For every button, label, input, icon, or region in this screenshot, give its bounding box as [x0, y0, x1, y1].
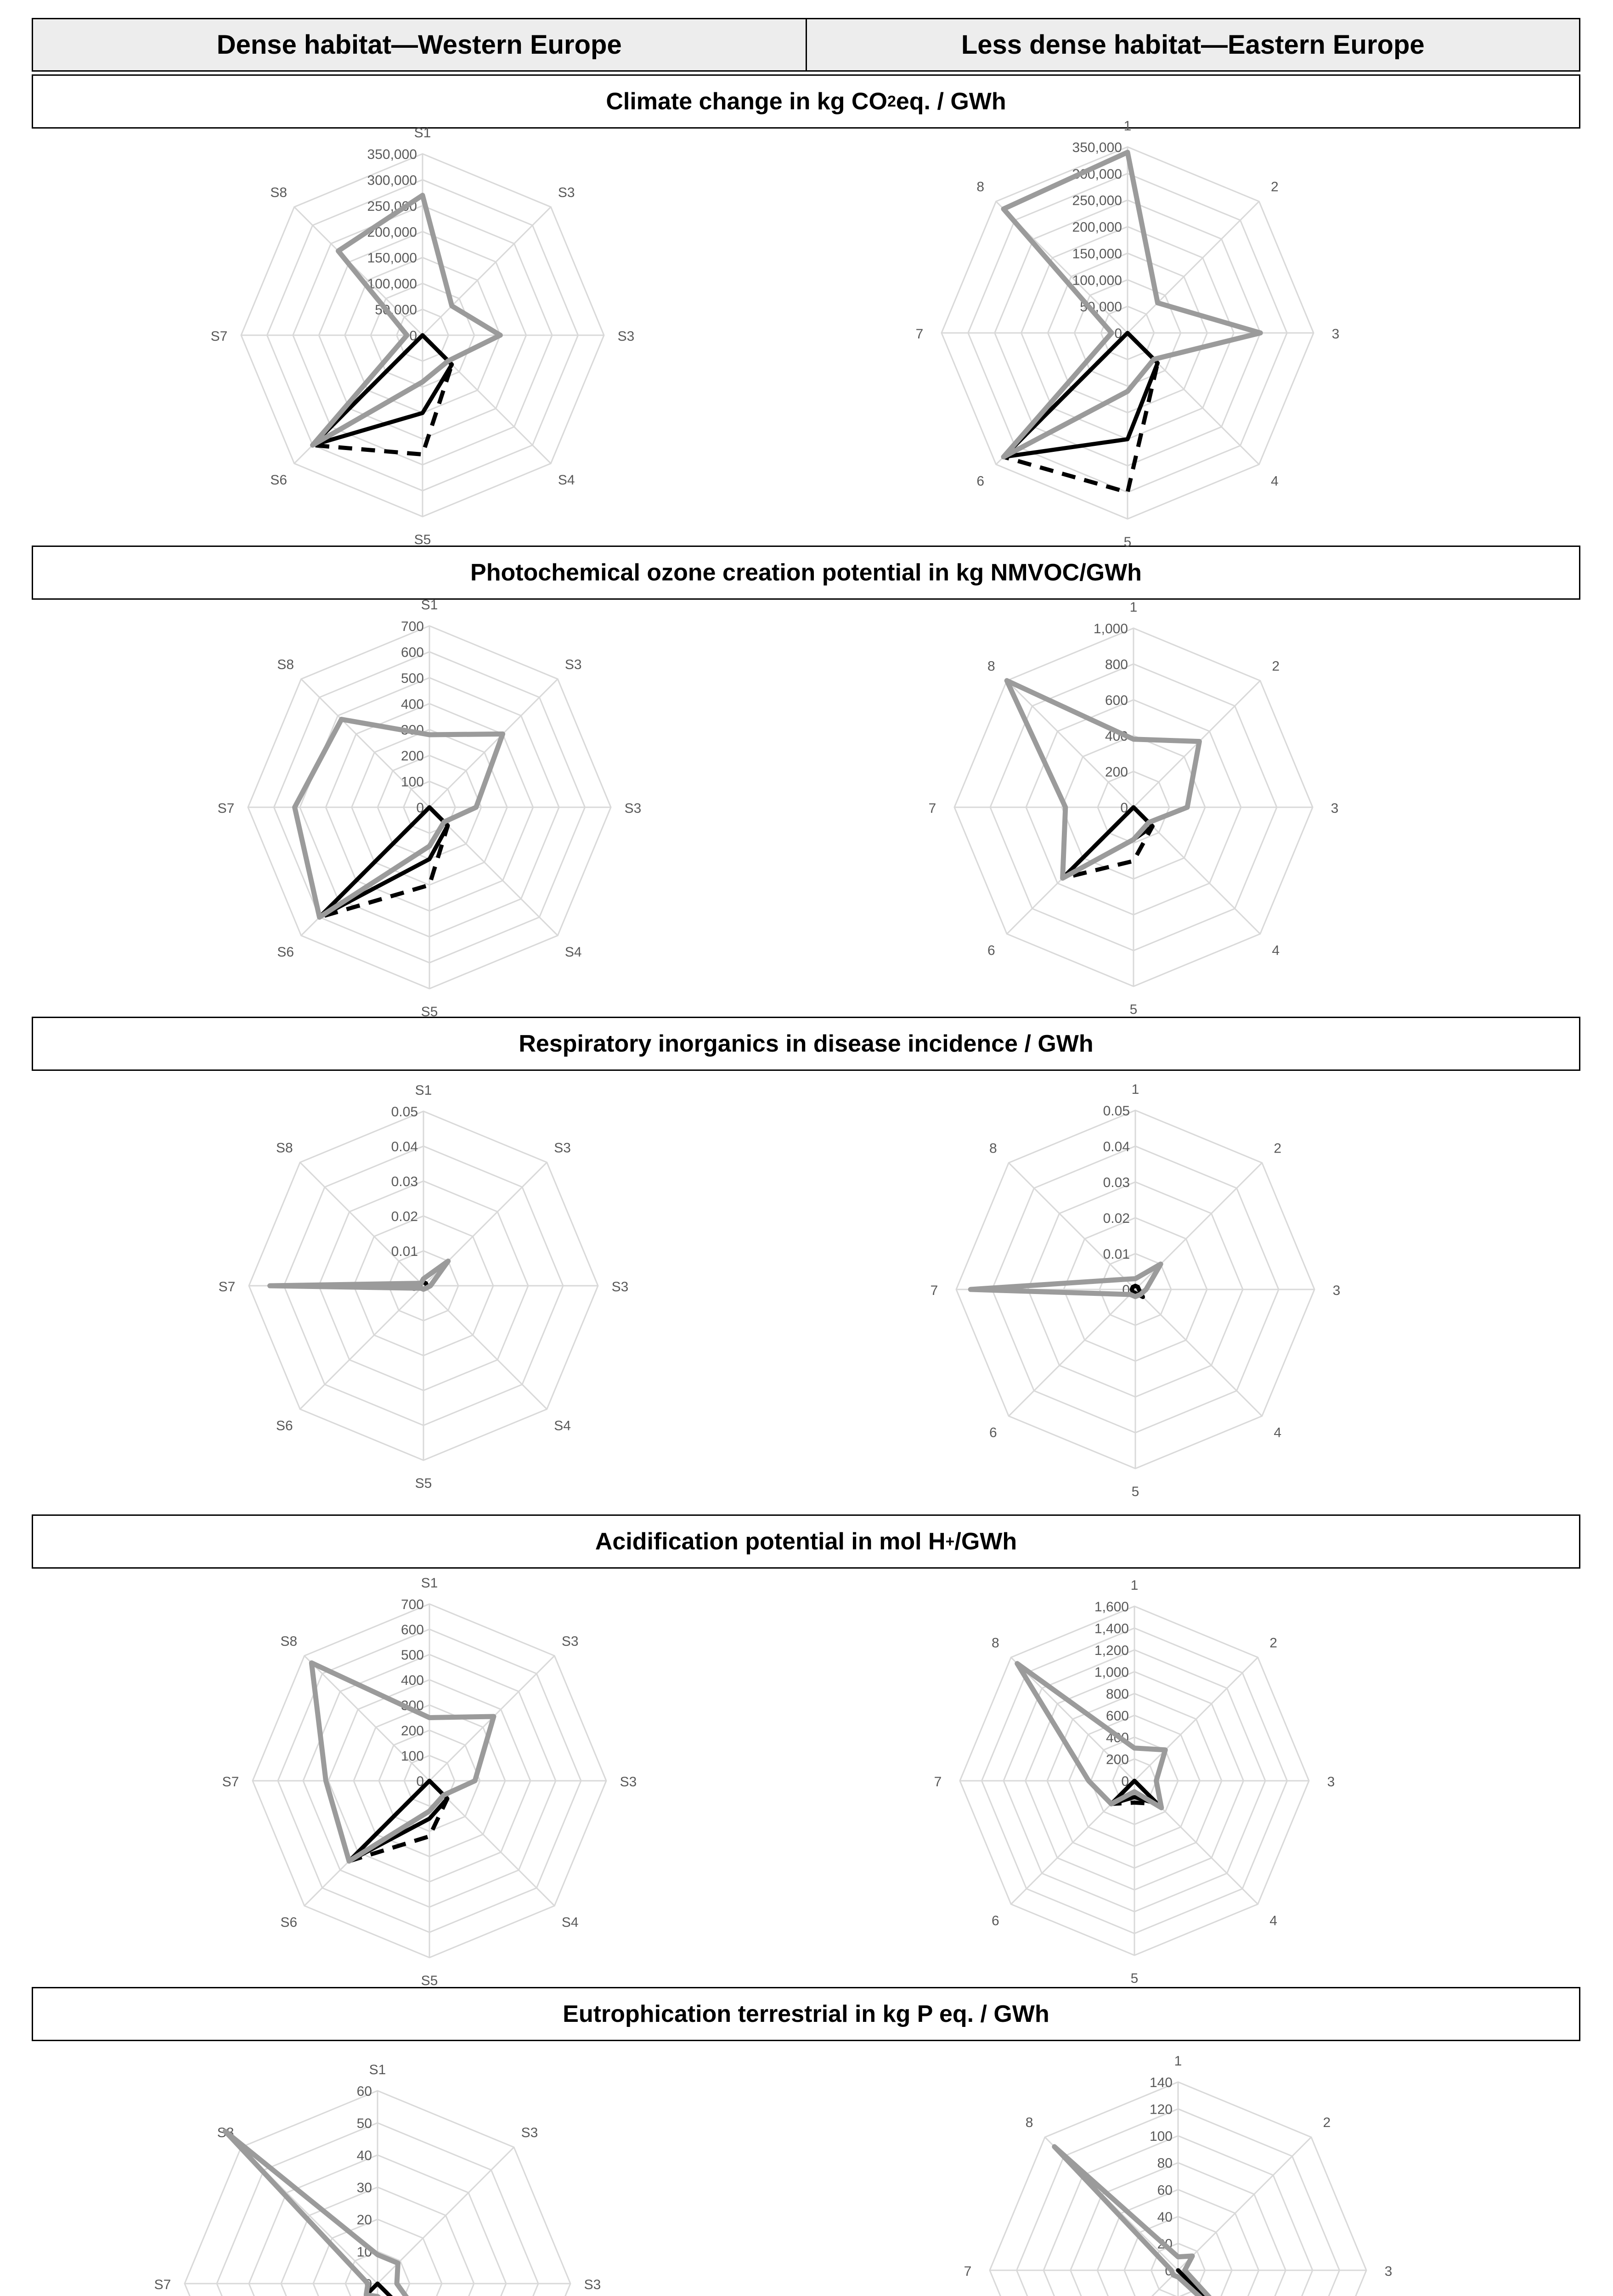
tick-label: 20	[1157, 2236, 1173, 2252]
axis-label: S6	[270, 473, 288, 488]
tick-label: 40	[1157, 2209, 1173, 2225]
axis-label: S6	[280, 1915, 298, 1930]
series-exergy	[295, 720, 503, 917]
axis-label: 4	[1272, 943, 1280, 958]
radar-4	[219, 1083, 629, 1491]
tick-label: 300,000	[1072, 166, 1122, 182]
tick-label: 100,000	[367, 276, 417, 292]
axis-label: S3	[564, 657, 582, 672]
axis-label: 1	[1130, 1578, 1139, 1593]
axis-label: 7	[964, 2264, 972, 2279]
axis-label: 8	[989, 1141, 997, 1156]
axis-label: 6	[992, 1913, 999, 1929]
tick-label: 0	[364, 2277, 372, 2292]
tick-label: 200	[400, 748, 424, 764]
axis-label: 3	[1327, 1774, 1335, 1790]
tick-label: 0	[1121, 1774, 1129, 1789]
axis-label: 5	[1129, 1002, 1138, 1017]
radar-8	[154, 2062, 601, 2296]
axis-label: S7	[218, 1279, 236, 1294]
spoke	[1045, 2270, 1178, 2296]
series-energy	[313, 335, 452, 455]
axis-label: S7	[222, 1774, 239, 1790]
tick-label: 600	[1105, 693, 1128, 708]
axis-label: 2	[1323, 2115, 1331, 2131]
column-header	[32, 18, 1580, 72]
tick-label: 800	[1105, 657, 1128, 672]
tick-label: 120	[1149, 2102, 1173, 2117]
tick-label: 60	[1157, 2183, 1173, 2198]
axis-label: 7	[928, 801, 936, 816]
radar-9	[964, 2054, 1393, 2296]
radar-0	[211, 125, 635, 547]
tick-label: 800	[1105, 1687, 1129, 1702]
axis-label: S4	[558, 473, 575, 488]
radar-3	[929, 600, 1339, 1017]
axis-label: S3	[584, 2277, 601, 2292]
tick-label: 100	[400, 1749, 424, 1764]
tick-label: 250,000	[1072, 193, 1122, 208]
tick-label: 80	[1157, 2155, 1173, 2171]
tick-label: 0	[1122, 1283, 1130, 1298]
radar-2	[218, 597, 642, 1019]
axis-label: 5	[1131, 1484, 1139, 1499]
series-reference	[1004, 333, 1158, 457]
tick-label: 50,000	[375, 302, 417, 318]
axis-label: 1	[1129, 600, 1138, 615]
axis-label: 6	[976, 473, 985, 489]
section-title-acidification: Acidification potential in mol H + /GWh	[32, 1514, 1580, 1569]
tick-label: 500	[400, 670, 424, 686]
series-exergy	[225, 2131, 446, 2296]
tick-label: 150,000	[1072, 246, 1122, 262]
axis-label: 1	[1174, 2054, 1182, 2069]
axis-label: S5	[421, 1004, 438, 1019]
axis-label: S8	[270, 185, 288, 200]
tick-label: 1,600	[1094, 1599, 1129, 1615]
tick-label: 700	[400, 1597, 424, 1612]
tick-label: 50,000	[1080, 299, 1122, 315]
axis-label: S4	[554, 1418, 571, 1434]
axis-label: S3	[554, 1140, 571, 1156]
axis-label: 4	[1270, 473, 1279, 489]
axis-label: 3	[1331, 326, 1340, 342]
tick-label: 1,400	[1094, 1621, 1129, 1637]
tick-label: 400	[1105, 1730, 1129, 1745]
axis-label: S4	[561, 1915, 579, 1930]
tick-label: 40	[356, 2148, 372, 2163]
tick-label: 100	[1149, 2129, 1173, 2144]
tick-label: 10	[356, 2245, 372, 2260]
axis-label: S3	[624, 801, 642, 816]
axis-label: S5	[415, 1476, 432, 1491]
tick-label: 0	[410, 1279, 418, 1294]
radar-7	[934, 1578, 1335, 1986]
axis-label: 4	[1274, 1425, 1282, 1441]
axis-label: S6	[276, 1418, 293, 1434]
radar-chart-row-respiratory-inorganics	[0, 1075, 1613, 1507]
spoke	[241, 2284, 378, 2296]
axis-label: 8	[976, 179, 985, 195]
tick-label: 600	[400, 1622, 424, 1638]
radar-chart-row-eutrophication	[0, 2046, 1613, 2296]
tick-label: 0.04	[391, 1139, 418, 1154]
axis-label: S7	[217, 801, 235, 816]
axis-label: 5	[1130, 1971, 1139, 1986]
axis-label: S6	[277, 945, 294, 960]
tick-label: 200,000	[1072, 219, 1122, 235]
tick-label: 100	[400, 774, 424, 790]
tick-label: 100,000	[1072, 273, 1122, 288]
tick-label: 0	[409, 328, 417, 343]
tick-label: 200,000	[367, 225, 417, 240]
axis-label: S8	[276, 1140, 293, 1156]
axis-label: 7	[934, 1774, 942, 1790]
section-title-respiratory-inorganics: Respiratory inorganics in disease incidence / GWh	[32, 1017, 1580, 1071]
axis-label: S7	[210, 329, 228, 344]
section-title-climate-change: Climate change in kg CO 2 eq. / GWh	[32, 74, 1580, 129]
radar-chart-row-acidification	[0, 1573, 1613, 1988]
axis-label: 1	[1123, 118, 1132, 134]
axis-label: 7	[930, 1283, 938, 1298]
axis-label: 2	[1272, 658, 1280, 674]
tick-label: 1,200	[1094, 1643, 1129, 1658]
tick-label: 0.02	[391, 1209, 418, 1224]
tick-label: 0.01	[1103, 1247, 1130, 1262]
axis-label: 4	[1269, 1913, 1277, 1929]
section-title-eutrophication: Eutrophication terrestrial in kg P eq. / GWh	[32, 1987, 1580, 2041]
radar-5	[931, 1082, 1341, 1499]
spoke	[1178, 2137, 1311, 2270]
axis-label: S3	[617, 329, 635, 344]
series-reference	[313, 335, 452, 445]
tick-label: 200	[1105, 1752, 1129, 1767]
axis-label: S4	[564, 945, 582, 960]
tick-label: 300,000	[367, 173, 417, 188]
series-exergy	[1055, 2147, 1254, 2296]
tick-label: 700	[400, 619, 424, 634]
tick-label: 400	[400, 697, 424, 712]
axis-label: 3	[1332, 1283, 1341, 1298]
axis-label: S1	[415, 1083, 432, 1098]
radar-6	[222, 1576, 637, 1988]
tick-label: 0.04	[1103, 1139, 1130, 1154]
header-less-dense-eastern-europe: Less dense habitat—Eastern Europe	[806, 19, 1579, 70]
tick-label: 400	[1105, 729, 1128, 744]
series-reference	[320, 807, 448, 917]
axis-label: S3	[521, 2125, 538, 2141]
tick-label: 600	[400, 645, 424, 660]
tick-label: 60	[356, 2084, 372, 2099]
tick-label: 0.05	[1103, 1103, 1130, 1119]
axis-label: S8	[217, 2125, 234, 2141]
tick-label: 1,000	[1093, 621, 1128, 636]
tick-label: 350,000	[1072, 140, 1122, 155]
axis-label: 2	[1269, 1635, 1277, 1651]
radar-chart-row-climate-change	[0, 118, 1613, 550]
tick-label: 0.01	[391, 1244, 418, 1259]
series-exergy	[270, 1261, 448, 1289]
axis-label: S5	[414, 532, 431, 547]
tick-label: 200	[400, 1723, 424, 1739]
axis-label: 1	[1131, 1082, 1139, 1097]
tick-label: 150,000	[367, 250, 417, 266]
tick-label: 1,000	[1094, 1665, 1129, 1680]
tick-label: 30	[356, 2180, 372, 2195]
tick-label: 600	[1105, 1708, 1129, 1724]
axis-label: S5	[421, 1973, 438, 1988]
spoke	[429, 679, 558, 807]
axis-label: 6	[989, 1425, 997, 1441]
tick-label: 0	[1165, 2263, 1173, 2279]
axis-label: S8	[280, 1633, 298, 1649]
axis-label: 8	[987, 658, 995, 674]
tick-label: 0	[1114, 326, 1122, 341]
tick-label: 300	[400, 1698, 424, 1713]
header-dense-western-europe: Dense habitat—Western Europe	[216, 30, 622, 60]
tick-label: 500	[400, 1648, 424, 1663]
tick-label: 0.05	[391, 1104, 418, 1120]
tick-label: 140	[1149, 2075, 1173, 2090]
axis-label: S3	[620, 1774, 637, 1790]
tick-label: 250,000	[367, 198, 417, 214]
tick-label: 0.03	[1103, 1175, 1130, 1190]
axis-label: 8	[992, 1635, 999, 1651]
radar-chart-row-photochemical-ozone	[0, 597, 1613, 1019]
radar-1	[916, 118, 1340, 550]
tick-label: 0.02	[1103, 1211, 1130, 1226]
axis-label: 8	[1025, 2115, 1033, 2131]
axis-label: S8	[277, 657, 294, 672]
tick-label: 0	[1120, 800, 1128, 816]
axis-label: 6	[987, 943, 995, 958]
axis-label: 7	[915, 326, 924, 342]
axis-label: 3	[1384, 2264, 1393, 2279]
axis-label: 5	[1123, 535, 1132, 550]
axis-label: S3	[611, 1279, 629, 1294]
tick-label: 0	[416, 800, 424, 816]
axis-label: 2	[1270, 179, 1279, 195]
axis-label: S7	[154, 2277, 171, 2292]
axis-label: S1	[414, 125, 431, 141]
tick-label: 350,000	[367, 147, 417, 162]
axis-label: S3	[558, 185, 575, 200]
tick-label: 200	[1105, 765, 1128, 780]
tick-label: 50	[356, 2116, 372, 2131]
tick-label: 400	[400, 1673, 424, 1688]
axis-label: S1	[421, 1576, 438, 1591]
tick-label: 0	[416, 1774, 424, 1789]
axis-label: S1	[369, 2062, 386, 2077]
axis-label: S3	[561, 1633, 579, 1649]
tick-label: 300	[400, 722, 424, 738]
tick-label: 20	[356, 2212, 372, 2228]
tick-label: 0.03	[391, 1174, 418, 1189]
axis-label: 2	[1274, 1141, 1282, 1156]
axis-label: 3	[1331, 801, 1339, 816]
section-title-photochemical-ozone: Photochemical ozone creation potential in kg NMVOC/GWh	[32, 546, 1580, 600]
axis-label: S1	[421, 597, 438, 613]
